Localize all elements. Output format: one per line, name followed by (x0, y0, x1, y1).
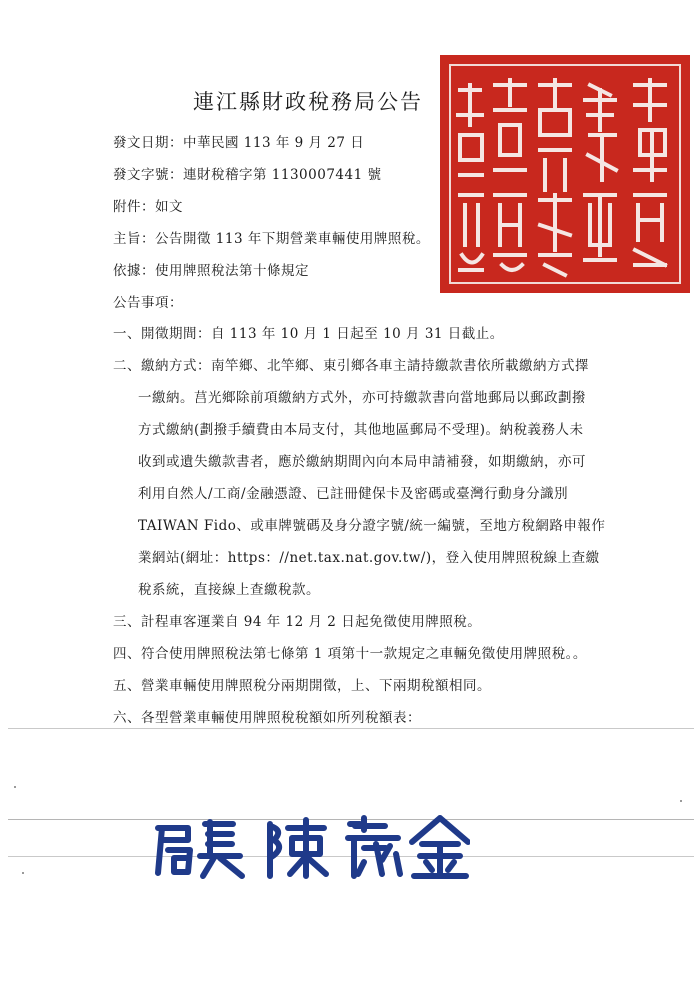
list-item: 一、開徵期間：自 113 年 10 月 1 日起至 10 月 31 日截止。 (113, 326, 504, 342)
list-item: 業網站(網址：https：//net.tax.nat.gov.tw/)，登入使用牌照稅線上查繳 (138, 550, 600, 566)
scan-speck (22, 872, 24, 874)
list-item: 四、符合使用牌照稅法第七條第 1 項第十一款規定之車輛免徵使用牌照稅。。 (113, 646, 587, 662)
list-item: 三、計程車客運業自 94 年 12 月 2 日起免徵使用牌照稅。 (113, 614, 482, 630)
list-item: 二、繳納方式：南竿鄉、北竿鄉、東引鄉各車主請持繳款書依所載繳納方式擇 (113, 358, 589, 374)
document-title: 連江縣財政稅務局公告 (193, 90, 423, 114)
list-item: 方式繳納(劃撥手續費由本局支付，其他地區郵局不受理)。納稅義務人未 (138, 422, 584, 438)
official-seal-icon (440, 55, 690, 293)
list-item: 稅系統，直接線上查繳稅款。 (138, 582, 320, 598)
issue-date-line: 發文日期：中華民國 113 年 9 月 27 日 (113, 135, 365, 151)
basis-line: 依據：使用牌照稅法第十條規定 (113, 263, 309, 279)
list-item: 利用自然人/工商/金融憑證、已註冊健保卡及密碼或臺灣行動身分識別 (138, 486, 569, 502)
scan-speck (680, 800, 682, 802)
scan-speck (14, 786, 16, 788)
list-item: 五、營業車輛使用牌照稅分兩期開徵，上、下兩期稅額相同。 (113, 678, 491, 694)
list-item: 收到或遺失繳款書者，應於繳納期間內向本局申請補發，如期繳納，亦可 (138, 454, 586, 470)
director-signature-icon (150, 810, 470, 885)
attachment-line: 附件：如文 (113, 199, 183, 215)
notice-heading: 公告事項： (113, 295, 183, 311)
subject-line: 主旨：公告開徵 113 年下期營業車輛使用牌照稅。 (113, 231, 430, 247)
list-item: 六、各型營業車輛使用牌照稅稅額如所列稅額表： (113, 710, 421, 726)
list-item: TAIWAN Fido、或車牌號碼及身分證字號/統一編號，至地方稅網路申報作 (138, 518, 606, 534)
reference-number-line: 發文字號：連財稅稽字第 1130007441 號 (113, 167, 382, 183)
scan-divider (8, 728, 694, 729)
list-item: 一繳納。莒光鄉除前項繳納方式外，亦可持繳款書向當地郵局以郵政劃撥 (138, 390, 586, 406)
